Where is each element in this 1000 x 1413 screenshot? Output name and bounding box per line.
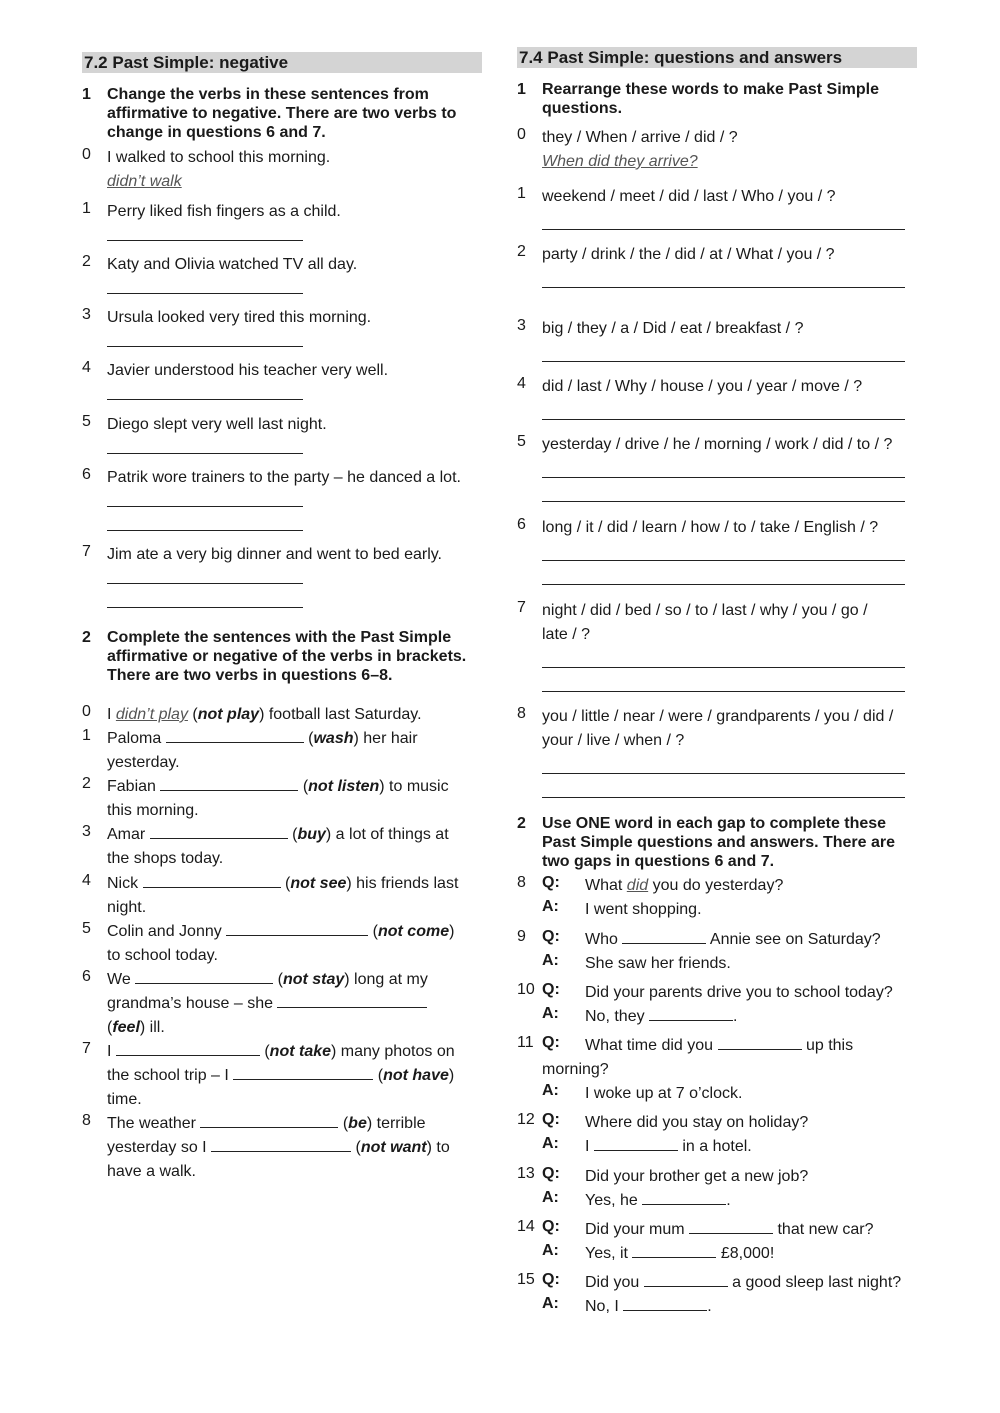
- answer-blank[interactable]: [233, 1066, 373, 1080]
- answer-blank[interactable]: [135, 970, 273, 984]
- answer-line[interactable]: [107, 240, 303, 241]
- answer-line[interactable]: [107, 506, 303, 507]
- answer-line[interactable]: [107, 346, 303, 347]
- answer-line[interactable]: [542, 797, 905, 798]
- answer-line[interactable]: [107, 453, 303, 454]
- answer-blank[interactable]: [200, 1114, 338, 1128]
- answer-line[interactable]: [542, 584, 905, 585]
- answer-line[interactable]: [542, 229, 905, 230]
- answer-line[interactable]: [107, 399, 303, 400]
- answer-blank[interactable]: [644, 1273, 728, 1287]
- answer-line[interactable]: [542, 691, 905, 692]
- answer-blank[interactable]: [277, 994, 427, 1008]
- answer-line[interactable]: [542, 419, 905, 420]
- section-title: 7.4 Past Simple: questions and answers: [517, 47, 917, 68]
- example-answer: did: [626, 877, 649, 894]
- answer-blank[interactable]: [226, 922, 368, 936]
- answer-line[interactable]: [107, 530, 303, 531]
- answer-blank[interactable]: [623, 1297, 707, 1311]
- section-title: 7.2 Past Simple: negative: [82, 52, 482, 73]
- answer-blank[interactable]: [632, 1244, 716, 1258]
- answer-blank[interactable]: [160, 777, 298, 791]
- answer-blank[interactable]: [150, 825, 288, 839]
- answer-line[interactable]: [542, 287, 905, 288]
- answer-line[interactable]: [542, 773, 905, 774]
- answer-line[interactable]: [542, 477, 905, 478]
- answer-blank[interactable]: [622, 930, 706, 944]
- example-answer: When did they arrive?: [542, 153, 698, 170]
- answer-line[interactable]: [107, 293, 303, 294]
- answer-blank[interactable]: [718, 1036, 802, 1050]
- example-answer: didn’t walk: [107, 173, 182, 190]
- answer-line[interactable]: [107, 607, 303, 608]
- answer-blank[interactable]: [594, 1137, 678, 1151]
- answer-blank[interactable]: [143, 874, 281, 888]
- example-answer: didn’t play: [115, 706, 188, 723]
- answer-blank[interactable]: [211, 1138, 351, 1152]
- answer-line[interactable]: [542, 560, 905, 561]
- answer-blank[interactable]: [166, 729, 304, 743]
- answer-blank[interactable]: [689, 1220, 773, 1234]
- answer-line[interactable]: [542, 361, 905, 362]
- answer-line[interactable]: [542, 667, 905, 668]
- answer-blank[interactable]: [116, 1042, 260, 1056]
- answer-line[interactable]: [107, 583, 303, 584]
- answer-line[interactable]: [542, 501, 905, 502]
- answer-blank[interactable]: [649, 1007, 733, 1021]
- answer-blank[interactable]: [642, 1191, 726, 1205]
